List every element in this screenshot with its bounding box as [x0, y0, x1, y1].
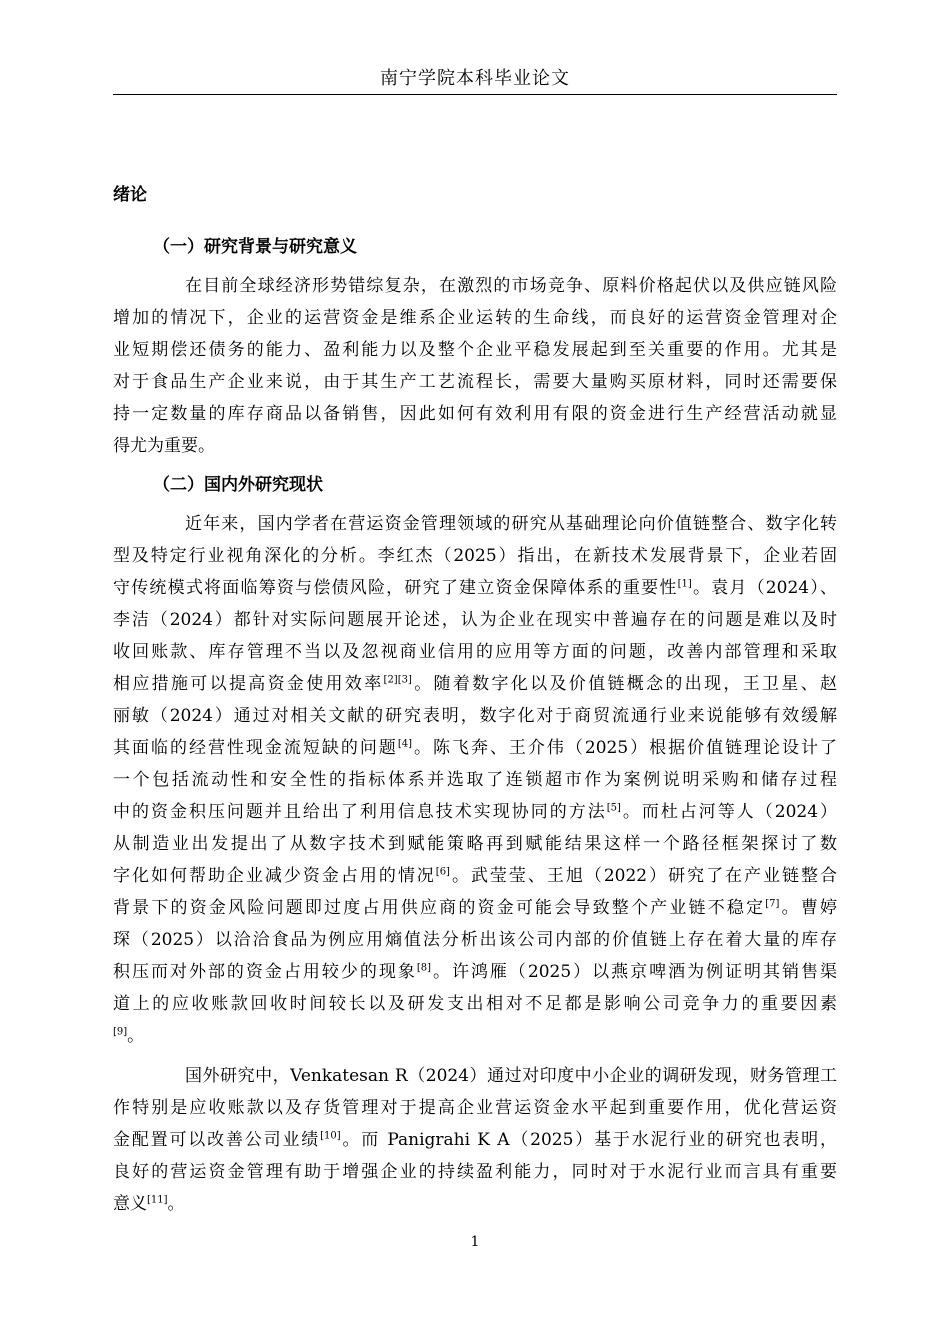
text-line: 增加的情况下，企业的运营资金是维系企业运转的生命线，而良好的运营资金管理对企 — [113, 308, 837, 328]
header-divider — [113, 94, 837, 95]
paragraph-domestic-research — [113, 508, 837, 1052]
text-segment: 。武莹莹、王旭（2022）研究了在产业链整合 — [449, 866, 837, 886]
citation-ref: [3] — [397, 674, 412, 686]
text-line: 道上的应收账款回收时间较长以及研发支出相对不足都是影响公司竞争力的重要因素 — [113, 994, 837, 1014]
text-line: 丽敏（2024）通过对相关文献的研究表明，数字化对于商贸流通行业来说能够有效缓解 — [113, 706, 837, 726]
text-line: 得尤为重要。 — [113, 436, 215, 456]
text-line: 业短期偿还债务的能力、盈利能力以及整个企业平稳发展起到至关重要的作用。尤其是 — [113, 340, 837, 360]
text-segment: 其面临的经营性现金流短缺的问题 — [113, 738, 398, 758]
subsection-heading-literature: （二）国内外研究现状 — [153, 475, 323, 495]
text-segment: 。而杜占河等人（2024） — [620, 802, 837, 822]
text-line — [113, 1020, 837, 1052]
text-line: 对于食品生产企业来说，由于其生产工艺流程长，需要大量购买原材料，同时还需要保 — [113, 372, 837, 392]
text-line: 型及特定行业视角深化的分析。李红杰（2025）指出，在新技术发展背景下，企业若固 — [113, 546, 837, 566]
citation-ref: [2] — [383, 674, 398, 686]
text-line: 一个包括流动性和安全性的指标体系并选取了连锁超市作为案例说明采购和储存过程 — [113, 770, 837, 790]
text-line: 作特别是应收账款以及存货管理对于提高企业营运资金水平起到重要作用，优化营运资 — [113, 1098, 837, 1118]
text-segment: 积压而对外部的资金占用较少的现象 — [113, 962, 417, 982]
text-segment: 。而 Panigrahi K A（2025）基于水泥行业的研究也表明， — [340, 1130, 837, 1150]
page-number: 1 — [470, 1234, 480, 1250]
text-segment: 金配置可以改善公司业绩 — [113, 1130, 321, 1150]
citation-ref: [10] — [320, 1130, 341, 1142]
text-line — [113, 732, 837, 764]
text-segment: 。 — [167, 1194, 185, 1214]
citation-ref: [1] — [677, 578, 692, 590]
text-line: 琛（2025）以洽洽食品为例应用熵值法分析出该公司内部的价值链上存在着大量的库存 — [113, 930, 837, 950]
body-content — [113, 180, 837, 1228]
citation-ref: [9] — [113, 1026, 128, 1038]
text-line: 在目前全球经济形势错综复杂，在激烈的市场竞争、原料价格起伏以及供应链风险 — [185, 276, 837, 296]
text-segment: 。曹婷 — [779, 898, 837, 918]
paragraph-foreign-research — [113, 1060, 837, 1220]
text-segment: 相应措施可以提高资金使用效率 — [113, 674, 384, 694]
citation-ref: [6] — [435, 866, 450, 878]
citation-ref: [4] — [397, 738, 412, 750]
paragraph-background — [113, 270, 837, 462]
subsection-heading-background: （一）研究背景与研究意义 — [153, 237, 357, 257]
text-segment: 字化如何帮助企业减少资金占用的情况 — [113, 866, 436, 886]
text-line: 良好的营运资金管理有助于增强企业的持续盈利能力，同时对于水泥行业而言具有重要 — [113, 1162, 837, 1182]
citation-ref: [11] — [147, 1194, 168, 1206]
text-segment: 。 — [127, 1026, 145, 1046]
citation-ref: [7] — [765, 898, 780, 910]
text-line — [113, 796, 837, 828]
text-line: 收回账款、库存管理不当以及忽视商业信用的应用等方面的问题，改善内部管理和采取 — [113, 642, 837, 662]
text-line — [113, 956, 837, 988]
text-line — [113, 1124, 837, 1156]
text-line — [113, 892, 837, 924]
text-segment: 中的资金积压问题并且给出了利用信息技术实现协同的方法 — [113, 802, 607, 822]
text-line: 从制造业出发提出了从数字技术到赋能策略再到赋能结果这样一个路径框架探讨了数 — [113, 834, 837, 854]
text-segment: 。陈飞奔、王介伟（2025）根据价值链理论设计了 — [412, 738, 837, 758]
text-segment: 。袁月（2024）、 — [691, 578, 837, 598]
text-segment: 。随着数字化以及价值链概念的出现，王卫星、赵 — [411, 674, 837, 694]
text-line — [113, 572, 837, 604]
text-line: 李洁（2024）都针对实际问题展开论述，认为企业在现实中普遍存在的问题是难以及时 — [113, 610, 837, 630]
text-segment: 背景下的资金风险问题即过度占用供应商的资金可能会导致整个产业链不稳定 — [113, 898, 766, 918]
section-heading-introduction: 绪论 — [113, 185, 147, 205]
text-line: 近年来，国内学者在营运资金管理领域的研究从基础理论向价值链整合、数字化转 — [185, 514, 837, 534]
page-header-title: 南宁学院本科毕业论文 — [380, 68, 570, 89]
text-line — [113, 1188, 837, 1220]
text-segment: 守传统模式将面临筹资与偿债风险，研究了建立资金保障体系的重要性 — [113, 578, 678, 598]
text-segment: 意义 — [113, 1194, 147, 1214]
text-line: 国外研究中，Venkatesan R（2024）通过对印度中小企业的调研发现，财务管理工 — [185, 1066, 837, 1086]
text-line: 持一定数量的库存商品以备销售，因此如何有效利用有限的资金进行生产经营活动就显 — [113, 404, 837, 424]
text-line — [113, 668, 837, 700]
citation-ref: [5] — [606, 802, 621, 814]
citation-ref: [8] — [416, 962, 431, 974]
text-segment: 。许鸿雁（2025）以燕京啤酒为例证明其销售渠 — [430, 962, 837, 982]
text-line — [113, 860, 837, 892]
